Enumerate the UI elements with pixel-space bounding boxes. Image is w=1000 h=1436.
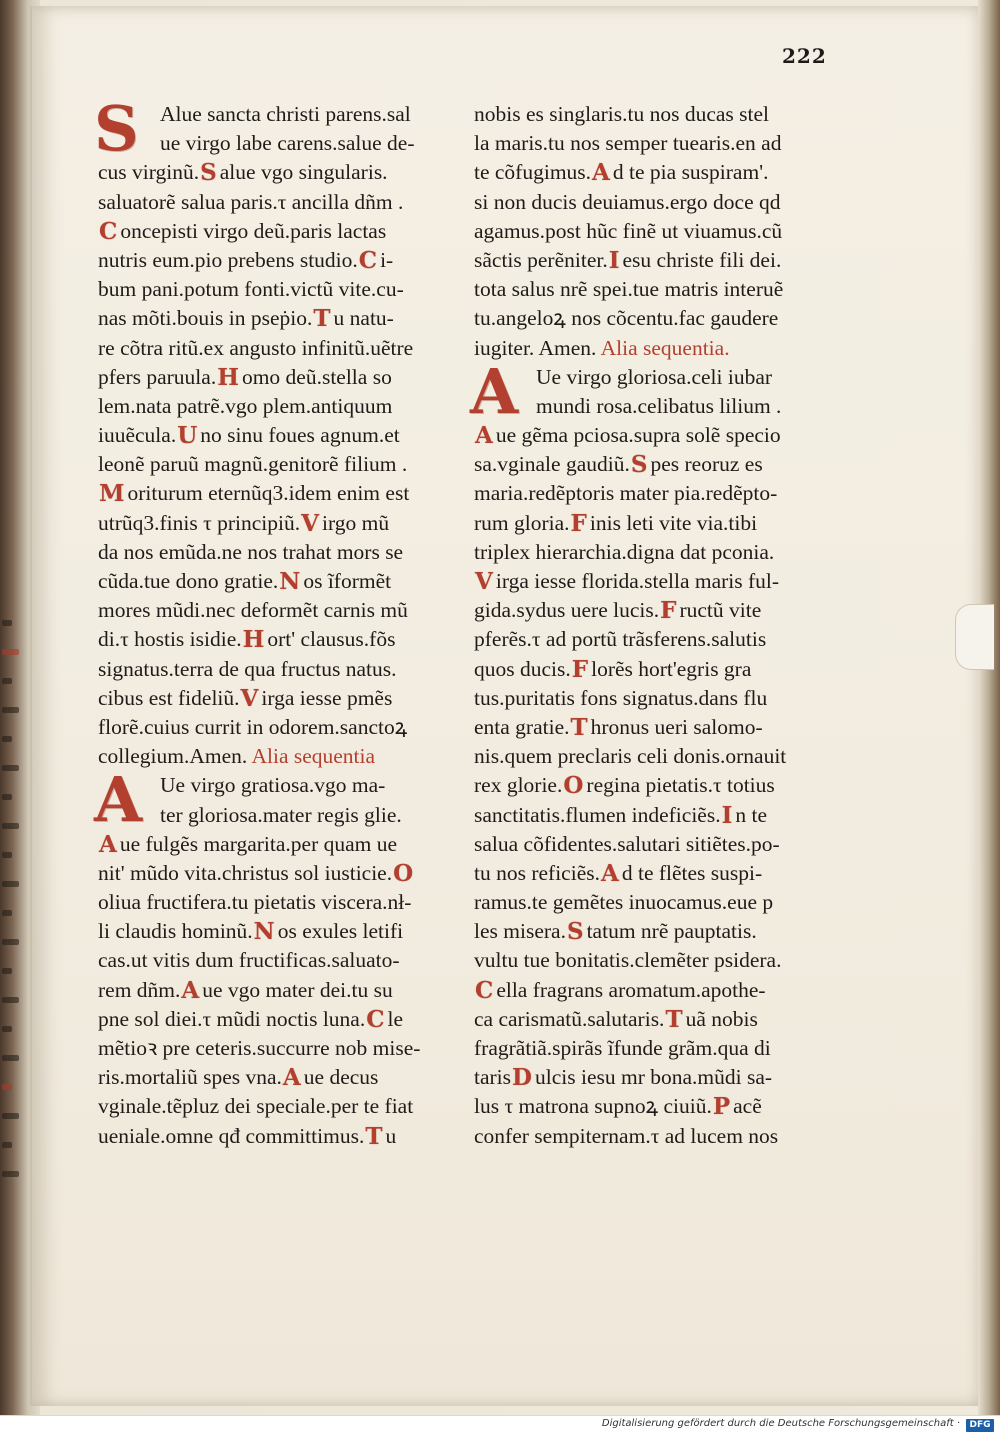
rubricated-initial: C (475, 976, 494, 1004)
text-line (98, 742, 420, 771)
line-text: la maris.tu nos semper tuearis.en ad (474, 131, 782, 156)
text-line (474, 567, 786, 596)
line-text: bum pani.potum fonti.victũ vite.cu- (98, 277, 404, 302)
text-line (474, 246, 786, 275)
rubricated-initial: O (563, 772, 584, 800)
line-text: tu nos reficiẽs. (474, 860, 600, 885)
line-text: cas.ut vitis dum fructificas.saluato- (98, 948, 400, 973)
line-text: re cõtra ritũ.ex angusto infinitũ.uẽtre (98, 335, 414, 360)
rubricated-initial: A (181, 976, 200, 1004)
line-text: alue vgo singularis. (219, 160, 388, 185)
line-text: agamus.post hũc finẽ ut viuamus.cũ (474, 218, 783, 243)
line-text: florẽ.cuius currit in odorem.sanctoꝝ (98, 714, 408, 739)
line-text: oliua fructifera.tu pietatis viscera.nł- (98, 890, 412, 915)
text-line (474, 1005, 786, 1034)
text-line (474, 1063, 786, 1092)
bleed-mark (2, 1026, 12, 1032)
rubricated-initial: T (665, 1005, 683, 1033)
line-text: iugiter. Amen. (474, 335, 601, 360)
rubricated-initial: A (99, 830, 117, 858)
text-line (98, 830, 420, 859)
text-line (98, 1034, 420, 1063)
text-line (474, 1092, 786, 1121)
rubricated-initial: M (99, 480, 125, 508)
line-text: quos ducis. (474, 656, 571, 681)
line-text: ort' clausus.fõs (267, 627, 396, 652)
text-line (98, 567, 420, 596)
line-text: ulcis iesu mr bona.mũdi sa- (534, 1065, 773, 1090)
rubricated-initial: S (200, 159, 217, 187)
text-line (98, 1122, 420, 1151)
line-text: cũda.tue dono gratie. (98, 569, 279, 593)
line-text: pes reoruz es (650, 452, 763, 477)
line-text: i- (380, 247, 394, 272)
rubricated-initial: D (512, 1064, 532, 1092)
text-line (474, 479, 786, 508)
text-line (98, 713, 420, 742)
text-line (474, 888, 786, 917)
rubricated-initial: H (217, 363, 239, 391)
rubricated-initial: A (282, 1064, 301, 1092)
line-text: taris (474, 1065, 512, 1090)
folio-number: 222 (782, 44, 827, 68)
text-line (98, 246, 420, 275)
bleed-mark (2, 678, 12, 684)
rubricated-initial: T (570, 713, 588, 741)
rubricated-initial: S (630, 451, 648, 479)
text-line (474, 1122, 786, 1151)
bleed-mark (2, 765, 19, 771)
line-text: iuuẽcula. (98, 423, 177, 448)
line-text: vginale.tẽpluz dei speciale.per te fiat (98, 1094, 414, 1119)
text-line (474, 100, 786, 129)
text-line (98, 946, 420, 975)
text-line (98, 917, 420, 946)
line-text: os exules letifi (277, 919, 404, 944)
text-line (98, 217, 420, 246)
rubric-heading: Alia sequentia (251, 744, 376, 769)
book-fore-edge (978, 0, 1000, 1415)
rubricated-initial: V (475, 568, 493, 595)
bleed-mark (2, 881, 19, 887)
line-text: ue fulgẽs margarita.per quam ue (119, 831, 398, 856)
text-line (474, 217, 786, 246)
rubricated-initial: P (712, 1093, 731, 1121)
line-text: le (387, 1006, 404, 1031)
line-text: rex glorie. (474, 773, 563, 798)
rubricated-initial: C (99, 217, 118, 245)
rubricated-initial: C (358, 246, 378, 274)
rubricated-initial: V (301, 509, 319, 537)
text-line (98, 188, 420, 217)
rubricated-initial: C (366, 1005, 385, 1033)
line-text: di.τ hostis isidie. (98, 627, 242, 652)
line-text: Ue virgo gratiosa.vgo ma- (160, 773, 386, 798)
line-text: rum gloria. (474, 510, 570, 535)
line-text: triplex hierarchia.digna dat pconia. (474, 539, 775, 564)
text-line (474, 946, 786, 975)
text-line (98, 1092, 420, 1121)
rubricated-initial: I (721, 801, 733, 829)
line-text: ue decus (303, 1065, 379, 1090)
line-text: nit' mũdo vita.christus sol iusticie. (98, 860, 393, 885)
text-column-right (470, 100, 787, 1151)
line-text: sa.vginale gaudiũ. (474, 452, 630, 477)
line-text: li claudis hominũ. (98, 919, 253, 944)
text-line (474, 625, 786, 654)
line-text: regina pietatis.τ totius (586, 773, 775, 798)
decorated-initial: S (94, 92, 139, 165)
text-line (474, 976, 786, 1005)
text-line (474, 917, 786, 946)
text-line (98, 158, 420, 187)
rubricated-initial: F (571, 655, 589, 683)
text-line (98, 625, 420, 654)
line-text: da nos emũda.ne nos trahat mors se (98, 539, 404, 564)
line-text: irgo mũ (321, 510, 390, 535)
bleed-mark (2, 1055, 19, 1061)
line-text: acẽ (733, 1094, 762, 1119)
line-text: pfers paruula. (98, 364, 217, 389)
rubricated-initial: T (365, 1122, 383, 1150)
text-line (98, 129, 420, 158)
line-text: Alue sancta christi parens.sal (160, 102, 411, 126)
line-text: nas mõti.bouis in pseṗio. (98, 306, 313, 331)
line-text: tus.puritatis fons signatus.dans flu (474, 685, 768, 710)
line-text: lus τ matrona supnoꝝ ciuiũ. (474, 1094, 712, 1119)
text-line (98, 1063, 420, 1092)
text-line (98, 334, 420, 363)
text-line (474, 392, 786, 421)
text-line (98, 538, 420, 567)
text-line (98, 421, 420, 450)
line-text: omo deũ.stella so (241, 364, 392, 389)
line-text: salua cõfidentes.salutari sitiẽtes.po- (474, 831, 780, 856)
text-line (98, 596, 420, 625)
text-line (98, 479, 420, 508)
text-line (98, 363, 420, 392)
bleed-mark (2, 1084, 12, 1090)
rubricated-initial: N (279, 568, 301, 595)
line-text: vultu tue bonitatis.clemẽter psidera. (474, 948, 782, 973)
line-text: mores mũdi.nec deformẽt carnis mũ (98, 598, 408, 623)
line-text: lorẽs hort'egris gra (591, 656, 752, 681)
text-line (98, 801, 420, 830)
text-line (474, 538, 786, 567)
text-line (474, 275, 786, 304)
rubricated-initial: A (592, 159, 610, 187)
line-text: signatus.terra de qua fructus natus. (98, 656, 397, 681)
line-text: nutris eum.pio prebens studio. (98, 247, 358, 272)
line-text: cus virginũ. (98, 160, 200, 185)
bleed-mark (2, 1113, 19, 1119)
line-text: sãctis perẽniter. (474, 247, 608, 272)
rubricated-initial: T (313, 305, 331, 333)
bleed-mark (2, 1171, 19, 1177)
line-text: no sinu foues agnum.et (200, 423, 400, 448)
rubricated-initial: S (566, 918, 584, 946)
line-text: sanctitatis.flumen indeficiẽs. (474, 802, 721, 827)
line-text: tu.angeloꝝ nos cõcentu.fac gaudere (474, 306, 779, 331)
bleed-mark (2, 707, 19, 713)
line-text: esu christe fili dei. (622, 247, 782, 272)
line-text: irga iesse pmẽs (261, 685, 393, 710)
line-text: nis.quem preclaris celi donis.ornauit (474, 744, 787, 769)
dfg-logo-icon: DFG (966, 1419, 994, 1432)
line-text: si non ducis deuiamus.ergo doce qd (474, 189, 781, 214)
text-line (98, 304, 420, 333)
line-text: n te (735, 802, 767, 827)
text-line (474, 859, 786, 888)
bleed-mark (2, 649, 19, 655)
line-text: ue vgo mater dei.tu su (202, 977, 393, 1002)
text-line (474, 1034, 786, 1063)
line-text: oriturum eternũq3.idem enim est (127, 481, 410, 506)
text-line (98, 509, 420, 538)
rubricated-initial: I (608, 246, 620, 274)
line-text: collegium.Amen. (98, 744, 252, 769)
line-text: os ĩformẽt (303, 569, 392, 593)
line-text: confer sempiternam.τ ad lucem nos (474, 1123, 779, 1148)
line-text: ella fragrans aromatum.apothe- (496, 977, 766, 1002)
text-line (474, 655, 786, 684)
text-line (474, 188, 786, 217)
line-text: utrũq3.finis τ principiũ. (98, 510, 301, 535)
bleed-mark (2, 852, 12, 858)
line-text: ue virgo labe carens.salue de- (160, 131, 415, 156)
text-line (474, 742, 786, 771)
rubricated-initial: A (600, 859, 619, 887)
line-text: irga iesse florida.stella maris ful- (495, 569, 780, 593)
line-text: u (385, 1123, 397, 1148)
rubricated-initial: U (177, 422, 198, 450)
text-line (474, 713, 786, 742)
line-text: d te flẽtes suspi- (621, 860, 763, 885)
line-text: hronus ueri salomo- (590, 714, 763, 739)
rubricated-initial: V (240, 684, 259, 712)
decorated-initial: A (470, 354, 519, 428)
line-text: mundi rosa.celibatus lilium . (536, 393, 782, 418)
text-line (98, 450, 420, 479)
text-line (474, 304, 786, 333)
text-line (474, 509, 786, 538)
line-text: ris.mortaliũ spes vna. (98, 1065, 282, 1090)
footer-bar (0, 1415, 1000, 1436)
text-line (474, 334, 786, 363)
line-text: u natu- (333, 306, 394, 331)
text-line (474, 684, 786, 713)
line-text: tota salus nrẽ spei.tue matris interuẽ (474, 277, 784, 302)
line-text: les misera. (474, 919, 566, 944)
text-line (98, 684, 420, 713)
line-text: mẽtioꝛ pre ceteris.succurre nob mise- (98, 1036, 421, 1060)
line-text: inis leti vite via.tibi (589, 510, 758, 535)
line-text: tatum nrẽ pauptatis. (586, 919, 757, 944)
text-line (474, 421, 786, 450)
line-text: nobis es singlaris.tu nos ducas stel (474, 102, 770, 126)
bleed-mark (2, 794, 12, 800)
text-line (98, 655, 420, 684)
line-text: enta gratie. (474, 714, 570, 739)
line-text: lem.nata patrẽ.vgo plem.antiquum (98, 393, 393, 418)
line-text: Ue virgo gloriosa.celi iubar (536, 364, 773, 389)
rubricated-initial: A (475, 422, 493, 450)
line-text: ramus.te gemẽtes inuocamus.eue p (474, 890, 774, 915)
bleed-mark (2, 939, 19, 945)
bleed-mark (2, 1142, 12, 1148)
line-text: d te pia suspiram'. (612, 160, 769, 185)
bleed-mark (2, 736, 12, 742)
line-text: cibus est fideliũ. (98, 685, 240, 710)
text-line (474, 129, 786, 158)
rubric-heading: Alia sequentia. (600, 335, 730, 360)
text-line (474, 450, 786, 479)
text-line (98, 392, 420, 421)
line-text: uã nobis (685, 1006, 758, 1031)
text-line (98, 888, 420, 917)
text-line (98, 275, 420, 304)
facing-page-bleed (0, 620, 30, 1220)
line-text: ructũ vite (679, 598, 762, 623)
text-line (474, 801, 786, 830)
rubricated-initial: H (242, 626, 265, 654)
text-line (98, 976, 420, 1005)
line-text: maria.redẽptoris mater pia.redẽpto- (474, 481, 778, 506)
text-line (98, 1005, 420, 1034)
bleed-mark (2, 620, 12, 626)
bleed-mark (2, 997, 19, 1003)
line-text: gida.sydus uere lucis. (474, 598, 660, 623)
bleed-mark (2, 910, 12, 916)
rubricated-initial: F (660, 597, 677, 625)
line-text: saluatorẽ salua paris.τ ancilla dñm . (98, 189, 404, 214)
text-line (474, 158, 786, 187)
rubricated-initial: O (393, 859, 414, 887)
text-line (474, 830, 786, 859)
text-line (474, 771, 786, 800)
line-text: leonẽ paruũ magnũ.genitorẽ filium . (98, 452, 408, 477)
text-line (474, 596, 786, 625)
page-tab-marker (955, 604, 994, 670)
text-column-left (94, 92, 421, 1151)
line-text: ter gloriosa.mater regis glie. (160, 802, 402, 827)
line-text: ca carismatũ.salutaris. (474, 1006, 665, 1031)
line-text: te cõfugimus. (474, 160, 592, 185)
line-text: ueniale.omne qđ committimus. (98, 1123, 365, 1148)
rubricated-initial: F (570, 509, 587, 537)
text-line (98, 859, 420, 888)
decorated-initial: A (94, 763, 143, 837)
line-text: ue gẽma pciosa.supra solẽ specio (495, 423, 781, 448)
bleed-mark (2, 823, 19, 829)
bleed-mark (2, 968, 12, 974)
line-text: pferẽs.τ ad portũ trãsferens.salutis (474, 627, 767, 652)
line-text: fragrãtiã.spirãs ĩfunde grãm.qua di (474, 1036, 771, 1060)
rubricated-initial: N (253, 918, 275, 946)
line-text: rem dñm. (98, 977, 181, 1002)
line-text: pne sol diei.τ mũdi noctis luna. (98, 1006, 366, 1031)
line-text: oncepisti virgo deũ.paris lactas (120, 218, 387, 243)
funding-notice: Digitalisierung gefördert durch die Deutsche Forschungsgemeinschaft · (601, 1418, 960, 1429)
